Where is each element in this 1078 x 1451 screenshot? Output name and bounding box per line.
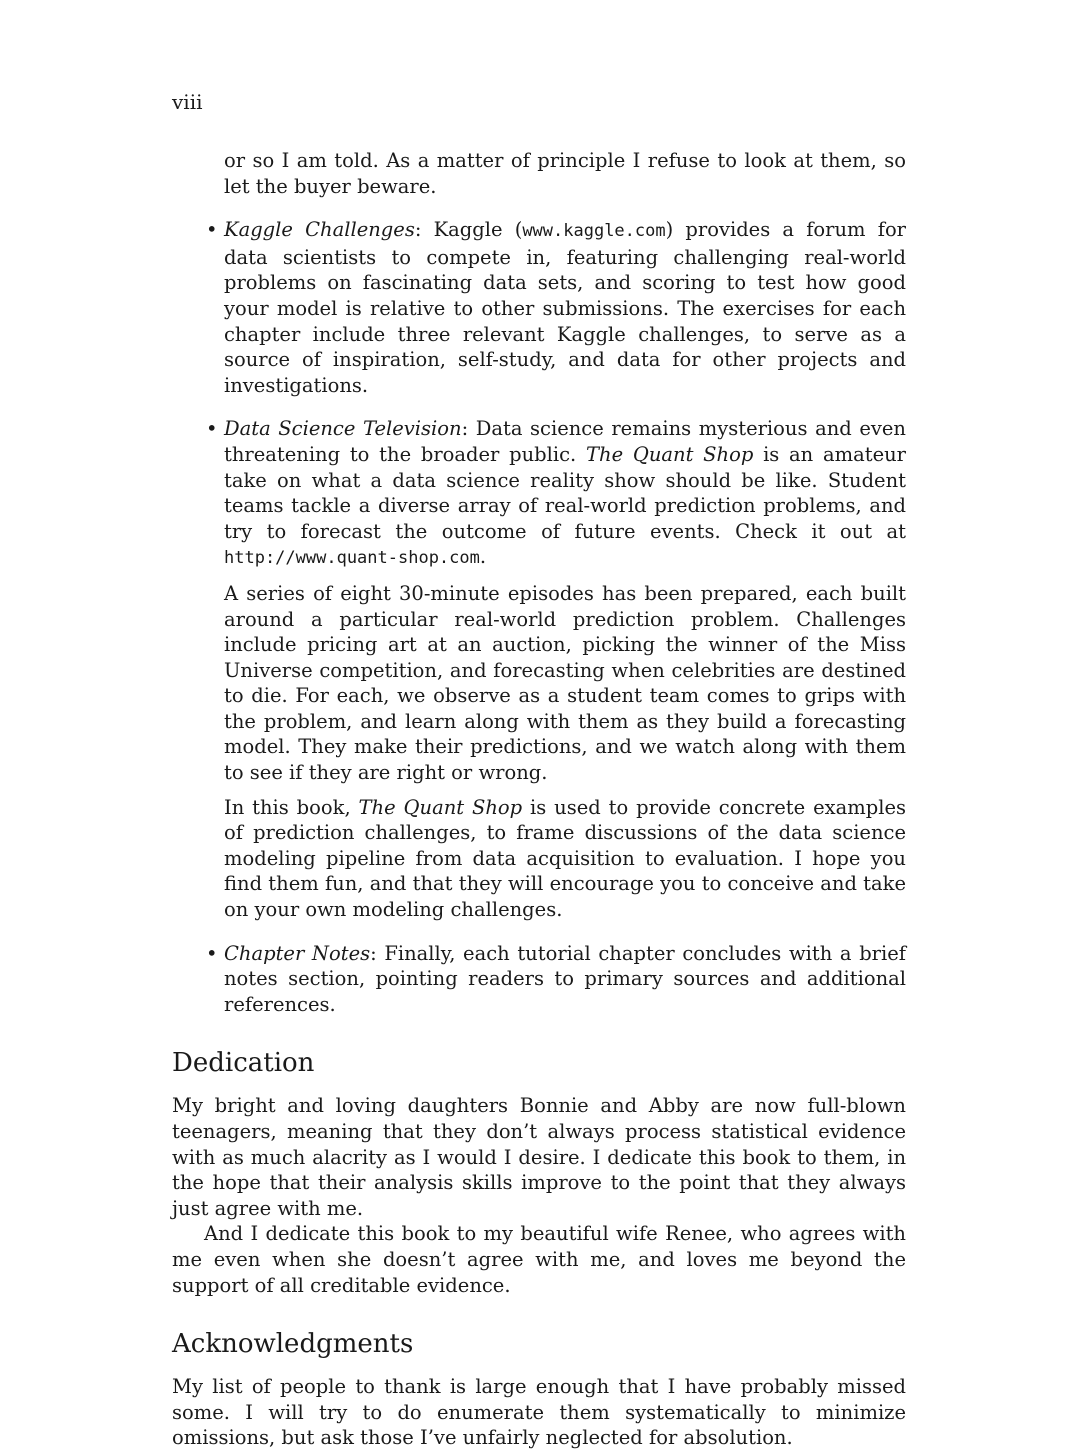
quant-shop-title: The Quant Shop <box>358 795 523 819</box>
book-page <box>172 88 906 1451</box>
tv-text-before: : Data science remains mysterious and even threatening to the broader public. <box>224 417 906 466</box>
continuation-paragraph: or so I am told. As a matter of principle I refuse to look at them, so let the buyer beware. <box>224 149 906 198</box>
dedication-paragraph-2: And I dedicate this book to my beautiful wife Renee, who agrees with me even when she doesn’t agree with me, and loves me beyond the support of all creditable evidence. <box>172 1222 906 1297</box>
feature-list <box>172 217 906 1017</box>
quant-shop-title: The Quant Shop <box>586 442 754 466</box>
tv-text-middle: is an amateur take on what a data science reality show should be like. Student teams tackle a diverse array of real-world prediction problems, and try to forecast the outcome of future events. Check it out at <box>224 442 906 543</box>
page-number: viii <box>172 90 203 114</box>
quant-shop-url: http://www.quant-shop.com <box>224 548 480 569</box>
notes-paragraph <box>224 941 906 1018</box>
dedication-heading: Dedication <box>172 1048 315 1079</box>
tv-paragraph-3 <box>224 795 906 923</box>
tv3-text-before: In this book, <box>224 795 359 819</box>
notes-text: : Finally, each tutorial chapter concludes with a brief notes section, pointing readers to primary sources and additional references. <box>224 941 906 1016</box>
list-item-chapter-notes <box>172 941 906 1018</box>
kaggle-paragraph <box>224 217 906 398</box>
continuation-block <box>172 148 906 199</box>
tv-lead: Data Science Television <box>224 417 462 441</box>
list-item-kaggle <box>172 217 906 398</box>
tv3-text-after: is used to provide concrete examples of prediction challenges, to frame discussions of the data science modeling pipeline from data acquisition to evaluation. I hope you find them fun, and that they will encourage you to conceive and take on your own modeling challenges. <box>224 795 906 922</box>
tv-text-after: . <box>479 545 487 569</box>
bullet-icon: • <box>206 417 218 441</box>
acknowledgments-heading: Acknowledgments <box>172 1329 414 1360</box>
bullet-icon: • <box>206 941 218 965</box>
bullet-icon: • <box>206 218 218 242</box>
kaggle-text-before: : Kaggle ( <box>414 218 523 242</box>
notes-lead: Chapter Notes <box>224 941 371 965</box>
tv-paragraph-1 <box>224 416 906 572</box>
acknowledgments-paragraph-1: My list of people to thank is large enough that I have probably missed some. I will try to do enumerate them systematically to minimize omissions, but ask those I’ve unfairly neglected for absolution. <box>172 1375 906 1450</box>
kaggle-text-after: ) provides a forum for data scientists to compete in, featuring challenging real-world problems on fascinating data sets, and scoring to test how good your model is relative to other submissions. The exercises for each chapter include three relevant Kaggle challenges, to serve as a source of inspiration, self-study, and data for other projects and investigations. <box>224 218 906 397</box>
dedication-paragraph-1: My bright and loving daughters Bonnie and Abby are now full-blown teenagers, meaning that they don’t always process statistical evidence with as much alacrity as I would I desire. I dedicate this book to them, in the hope that their analysis skills improve to the point that they always just agree with me. <box>172 1094 906 1220</box>
kaggle-lead: Kaggle Challenges <box>224 218 415 242</box>
tv-paragraph-2: A series of eight 30-minute episodes has been prepared, each built around a particular real-world prediction problem. Challenges include pricing art at an auction, picking the winner of the Miss Universe competition, and forecasting when celebrities are destined to die. For each, we observe as a student team comes to grips with the problem, and learn along with them as they build a forecasting model. They make their predictions, and we watch along with them to see if they are right or wrong. <box>224 581 906 785</box>
list-item-data-science-tv <box>172 416 906 922</box>
kaggle-url: www.kaggle.com <box>522 221 666 242</box>
